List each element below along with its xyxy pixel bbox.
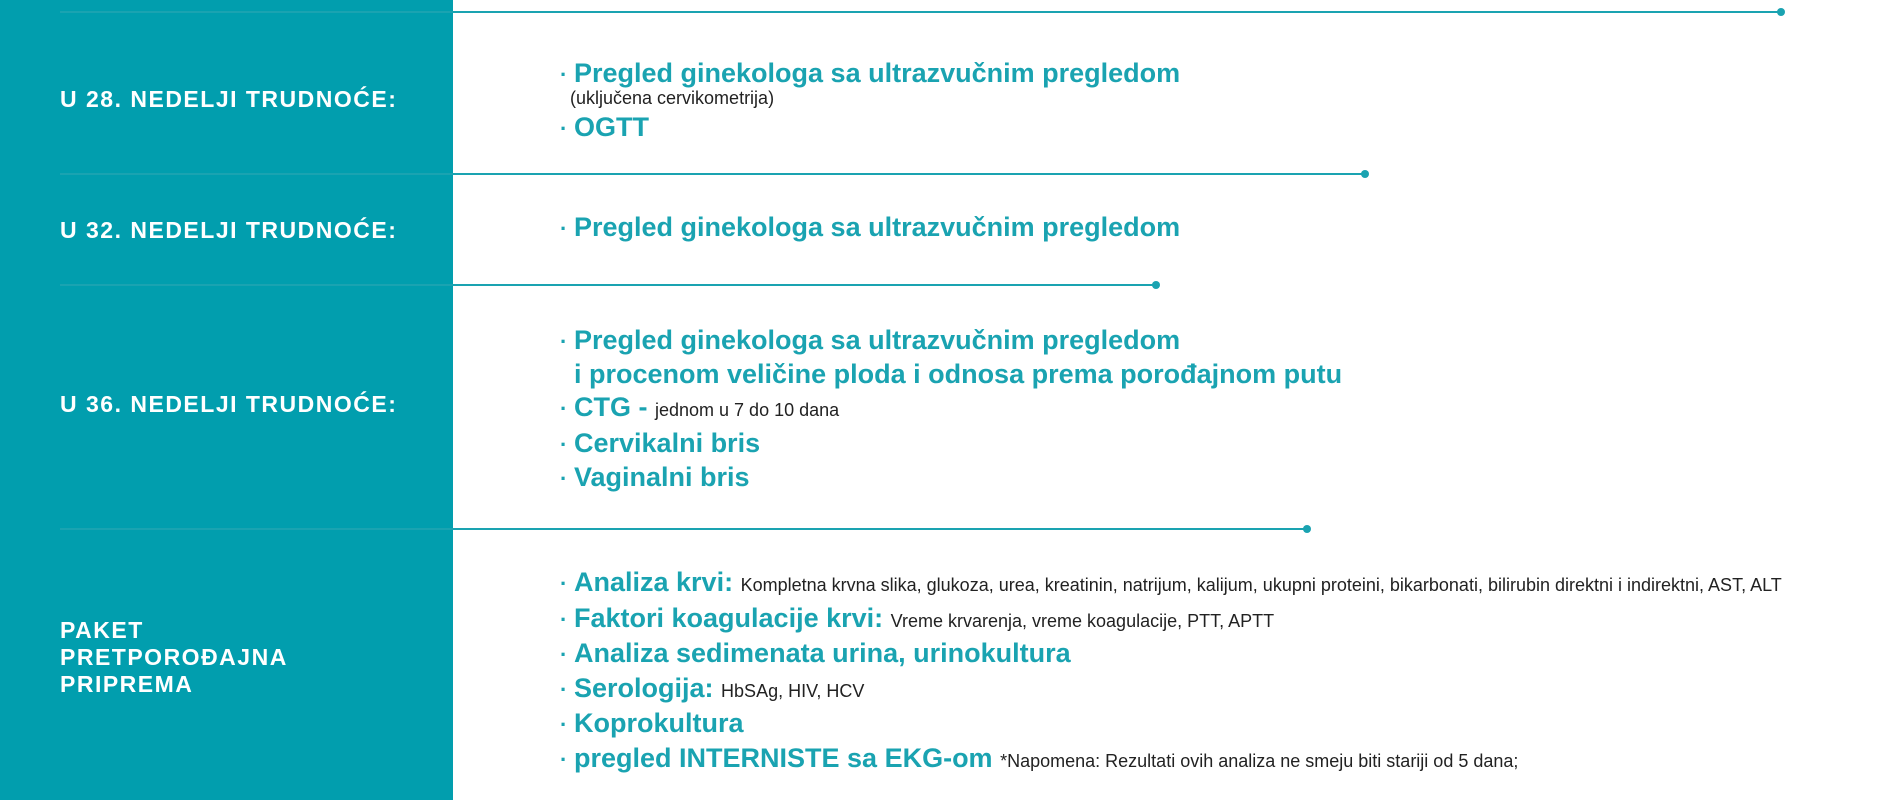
divider-end-dot [1152, 281, 1160, 289]
item-title: Analiza krvi: [574, 567, 734, 597]
list-item [560, 427, 1342, 461]
bullet-icon: · [560, 216, 568, 241]
item-continuation: i procenom veličine ploda i odnosa prema porođajnom putu [574, 359, 1343, 389]
section-items-week-36 [560, 324, 1342, 495]
bullet-icon: · [560, 642, 568, 667]
bullet-icon: · [560, 329, 568, 354]
bullet-icon: · [560, 466, 568, 491]
section-items-week-28 [560, 57, 1180, 145]
item-title: Pregled ginekologa sa ultrazvučnim pregledom [574, 212, 1181, 242]
item-title: Cervikalni bris [574, 428, 761, 458]
item-title: Analiza sedimenata urina, urinokultura [574, 638, 1071, 668]
label-line: PRIPREMA [60, 671, 194, 697]
bullet-icon: · [560, 62, 568, 87]
list-item [560, 211, 1180, 245]
list-item [560, 742, 1782, 778]
item-title: Faktori koagulacije krvi: [574, 602, 884, 633]
section-label-week-36: U 36. NEDELJI TRUDNOĆE: [60, 391, 398, 417]
bullet-icon: · [560, 396, 568, 421]
section-label-package [60, 617, 288, 698]
section-items-package [560, 566, 1782, 777]
item-note: HbSAg, HIV, HCV [721, 680, 865, 701]
list-item [560, 707, 1782, 742]
list-item [560, 461, 1342, 495]
bullet-icon: · [560, 606, 568, 632]
item-title: Pregled ginekologa sa ultrazvučnim pregledom [574, 325, 1181, 355]
section-label-week-28: U 28. NEDELJI TRUDNOĆE: [60, 86, 398, 112]
label-line: PRETPOROĐAJNA [60, 644, 288, 670]
divider-line [60, 284, 1156, 286]
item-subnote: (uključena cervikometrija) [570, 88, 775, 108]
bullet-icon: · [560, 116, 568, 141]
divider-end-dot [1303, 525, 1311, 533]
list-item [560, 111, 1180, 145]
label-line: PAKET [60, 617, 144, 643]
list-item [560, 566, 1782, 602]
item-title: CTG - [574, 392, 655, 422]
item-title: Pregled ginekologa sa ultrazvučnim pregledom [574, 58, 1181, 88]
item-title: pregled INTERNISTE sa EKG-om [574, 742, 993, 773]
list-item [560, 324, 1342, 358]
list-item [560, 602, 1782, 638]
item-title: OGTT [574, 112, 649, 142]
divider-line [60, 528, 1307, 530]
item-note: *Napomena: Rezultati ovih analiza ne smeju biti stariji od 5 dana; [1000, 750, 1519, 771]
divider-end-dot [1361, 170, 1369, 178]
item-note: Vreme krvarenja, vreme koagulacije, PTT, APTT [890, 610, 1275, 631]
item-title: Serologija: [574, 672, 714, 703]
bullet-icon: · [560, 432, 568, 457]
bullet-icon: · [560, 712, 568, 737]
item-note: Kompletna krvna slika, glukoza, urea, kreatinin, natrijum, kalijum, ukupni proteini, bikarbonati, bilirubin direktni i indirektni, AST, ALT [740, 575, 1782, 595]
list-item [560, 57, 1180, 91]
list-item [560, 672, 1782, 708]
bullet-icon: · [560, 571, 568, 596]
bullet-icon: · [560, 676, 568, 702]
divider-end-dot [1777, 8, 1785, 16]
item-note: jednom u 7 do 10 dana [655, 400, 840, 420]
divider-line [60, 11, 1781, 13]
item-title: Vaginalni bris [574, 462, 750, 492]
list-item [560, 391, 1342, 427]
list-item [560, 637, 1782, 672]
section-items-week-32 [560, 211, 1180, 245]
section-label-week-32: U 32. NEDELJI TRUDNOĆE: [60, 217, 398, 243]
item-title: Koprokultura [574, 708, 744, 738]
bullet-icon: · [560, 746, 568, 772]
divider-line [60, 173, 1365, 175]
